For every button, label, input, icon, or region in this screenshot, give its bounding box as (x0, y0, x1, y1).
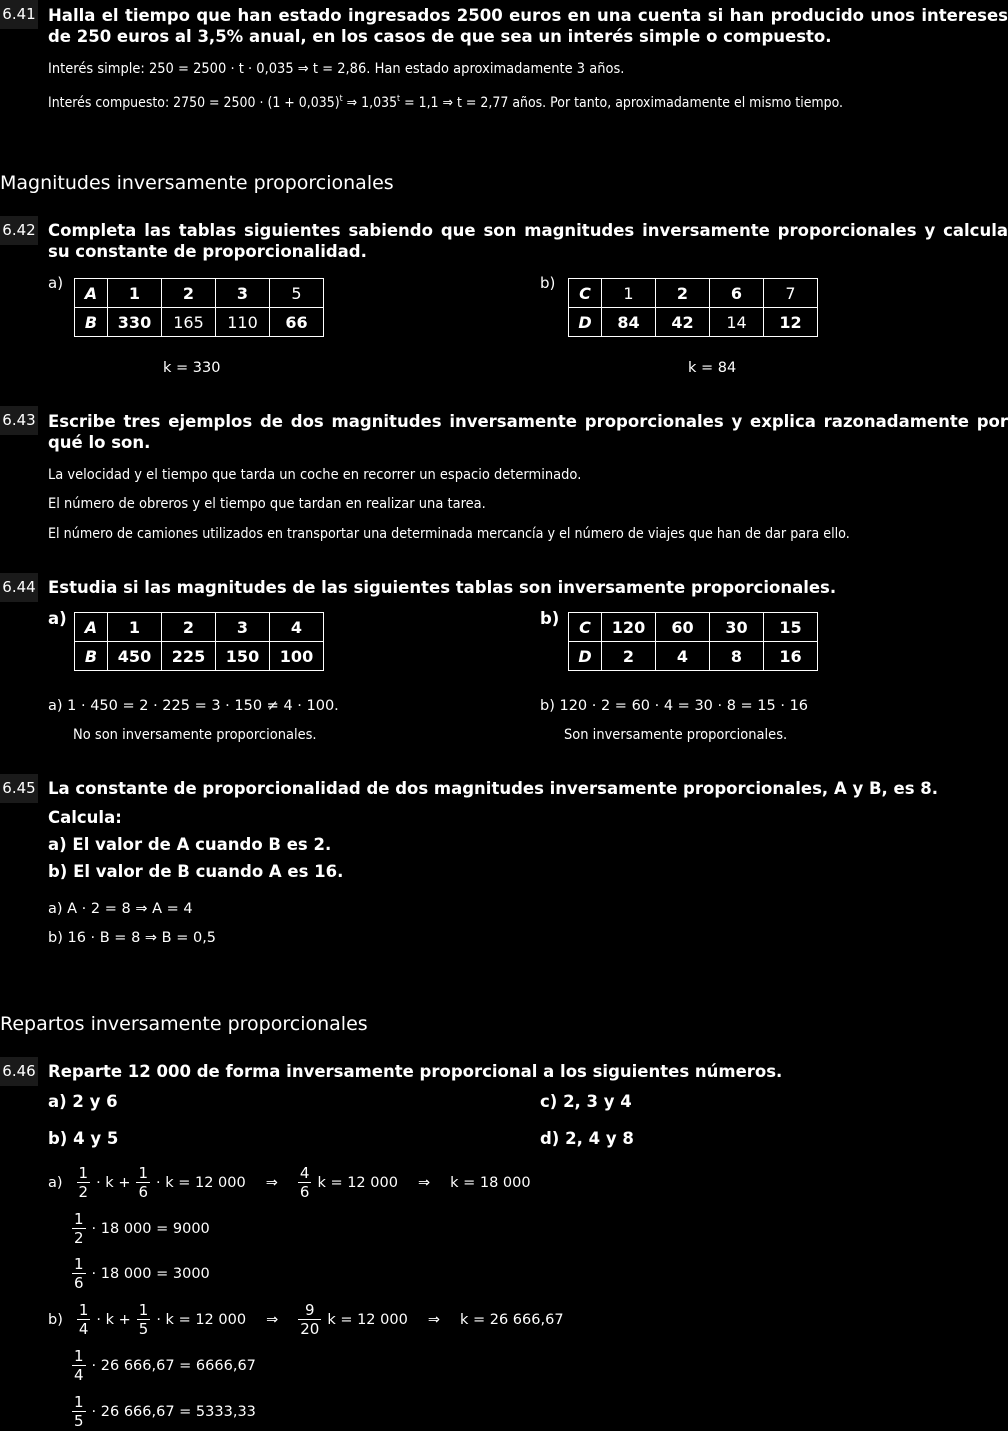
p641-simple-answer: Interés simple: 250 = 2500 · t · 0,035 ⇒ t = 2,86. Han estado aproximadamente 3 años. (48, 61, 625, 77)
p642-table-b: C 1 2 6 7 D 84 42 14 12 (568, 278, 818, 337)
problem-6-46-question: Reparte 12 000 de forma inversamente proporcional a los siguientes números. (48, 1062, 783, 1081)
p644-answer-b-conclusion: Son inversamente proporcionales. (564, 727, 788, 743)
p644-label-a: a) (48, 609, 67, 628)
p646-a-share-1: $\frac{1}{2}$ · 18 000 = 9000 (74, 1210, 210, 1247)
p642-table-a: A 1 2 3 5 B 330 165 110 66 (74, 278, 324, 337)
p646-b-share-1: $\frac{1}{4}$ · 26 666,67 = 6666,67 (74, 1347, 256, 1384)
p642-k-a: k = 330 (163, 360, 221, 376)
p641-compound-answer: Interés compuesto: $2750 = 2500 \cdot (1 + 0,035)^t$ ⇒ $1,035^t = 1,1$ ⇒ t = 2,77 años. Por tanto, aproximadamente el mismo tiempo. (48, 94, 844, 111)
p646-option-a: a) 2 y 6 (48, 1092, 118, 1111)
p643-example-3: El número de camiones utilizados en transportar una determinada mercancía y el número de viajes que han de dar para ello. (48, 526, 850, 542)
p644-answer-a-conclusion: No son inversamente proporcionales. (73, 727, 317, 743)
p646-option-d: d) 2, 4 y 8 (540, 1129, 634, 1148)
p644-table-b: C 120 60 30 15 D 2 4 8 16 (568, 612, 818, 671)
p646-option-c: c) 2, 3 y 4 (540, 1092, 632, 1111)
problem-6-42-question: Completa las tablas siguientes sabiendo que son magnitudes inversamente proporcionales y calcula su constante de proporcionalidad. (48, 221, 1008, 261)
p642-k-b: k = 84 (688, 360, 737, 376)
p643-example-1: La velocidad y el tiempo que tarda un coche en recorrer un espacio determinado. (48, 467, 582, 483)
problem-6-45-part-a: a) El valor de A cuando B es 2. (48, 835, 332, 854)
p646-b-equation: b) $\frac{1}{4}$ · k + $\frac{1}{5}$ · k = 12 000 ⇒ $\frac{9}{20}$ k = 12 000 ⇒ k = 26 666,67 (48, 1301, 564, 1338)
problem-6-45-calcula: Calcula: (48, 808, 122, 827)
p643-example-2: El número de obreros y el tiempo que tardan en realizar una tarea. (48, 496, 486, 512)
problem-6-41-question: Halla el tiempo que han estado ingresados 2500 euros en una cuenta si han producido unos intereses de 250 euros al 3,5% anual, en los casos de que sea un interés simple o compuesto. (48, 6, 1008, 46)
section-heading-inverse-distributions: Repartos inversamente proporcionales (0, 1013, 368, 1035)
p642-label-a: a) (48, 274, 64, 292)
section-heading-inverse-magnitudes: Magnitudes inversamente proporcionales (0, 172, 394, 194)
problem-number-6-43: 6.43 (0, 406, 38, 435)
problem-number-6-46: 6.46 (0, 1057, 38, 1086)
p644-answer-a-calc: a) 1 · 450 = 2 · 225 = 3 · 150 ≠ 4 · 100. (48, 698, 339, 714)
p644-table-a: A 1 2 3 4 B 450 225 150 100 (74, 612, 324, 671)
problem-number-6-44: 6.44 (0, 573, 38, 602)
problem-6-43-question: Escribe tres ejemplos de dos magnitudes inversamente proporcionales y explica razonadamente por qué lo son. (48, 412, 1008, 452)
p645-answer-b: b) 16 · B = 8 ⇒ B = 0,5 (48, 930, 217, 946)
problem-number-6-45: 6.45 (0, 774, 38, 803)
p646-a-equation: a) $\frac{1}{2}$ · k + $\frac{1}{6}$ · k = 12 000 ⇒ $\frac{4}{6}$ k = 12 000 ⇒ k = 18 000 (48, 1164, 531, 1201)
problem-6-44-question: Estudia si las magnitudes de las siguientes tablas son inversamente proporcionales. (48, 578, 837, 597)
p646-b-share-2: $\frac{1}{5}$ · 26 666,67 = 5333,33 (74, 1393, 256, 1430)
problem-number-6-42: 6.42 (0, 216, 38, 245)
p644-answer-b-calc: b) 120 · 2 = 60 · 4 = 30 · 8 = 15 · 16 (540, 698, 809, 714)
p642-label-b: b) (540, 274, 556, 292)
p644-label-b: b) (540, 609, 560, 628)
problem-number-6-41: 6.41 (0, 0, 38, 29)
problem-6-45-part-b: b) El valor de B cuando A es 16. (48, 862, 344, 881)
problem-6-45-question: La constante de proporcionalidad de dos magnitudes inversamente proporcionales, A y B, es 8. (48, 779, 939, 798)
p646-a-share-2: $\frac{1}{6}$ · 18 000 = 3000 (74, 1255, 210, 1292)
p645-answer-a: a) A · 2 = 8 ⇒ A = 4 (48, 901, 193, 917)
p646-option-b: b) 4 y 5 (48, 1129, 119, 1148)
